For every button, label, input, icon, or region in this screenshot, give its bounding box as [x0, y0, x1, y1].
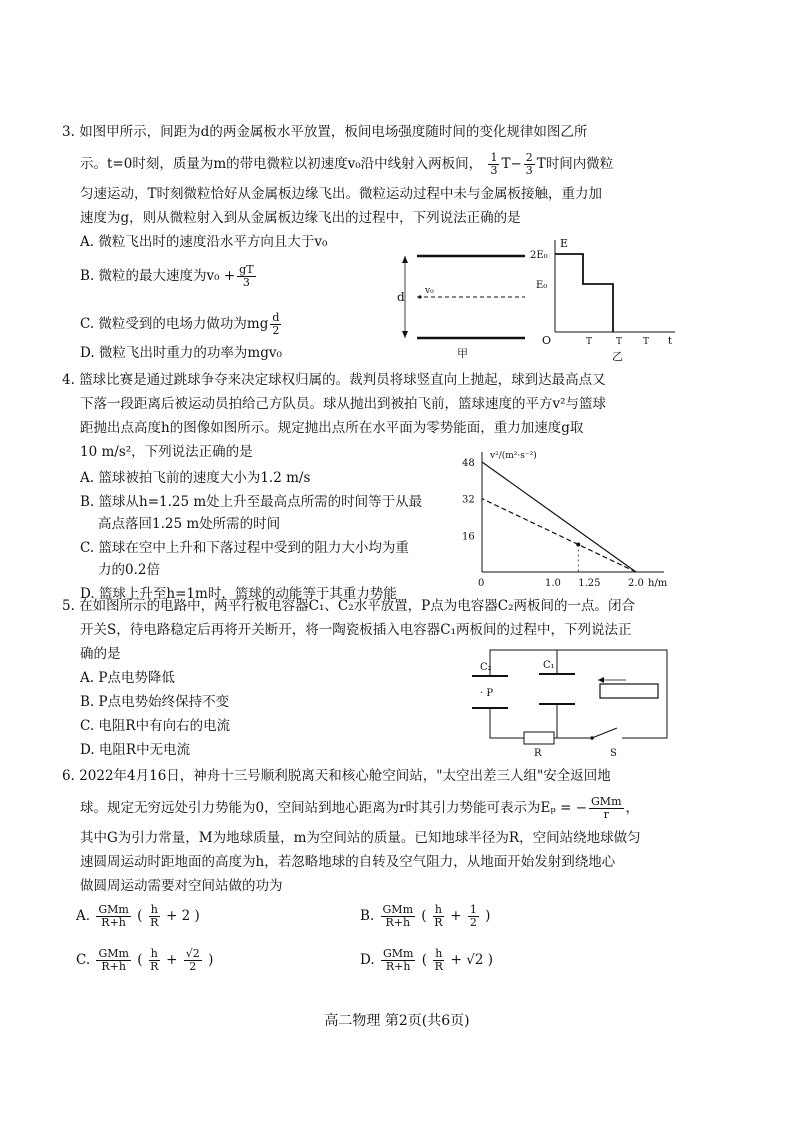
label-C1: C₁ — [543, 660, 555, 671]
q3-option-c: C. 微粒受到的电场力做功为mg $\frac{d}{2}$ — [80, 311, 280, 337]
q6-option-b: B. $\frac{\text{GMm}}{R+h}$ ( $\frac{h}{R}$ + $\frac{1}{2}$ ) — [360, 903, 491, 929]
y-axis-label: v²/(m²·s⁻²) — [490, 451, 537, 461]
q5-option-d: D. 电阻R中无电流 — [80, 742, 191, 758]
q5-option-c: C. 电阻R中有向右的电流 — [80, 718, 231, 734]
fraction: $\frac{\text{GMm}}{R+h}$ — [98, 947, 129, 973]
q5-line3: 确的是 — [80, 646, 121, 662]
t-label: t — [668, 336, 673, 347]
label-S: S — [610, 748, 617, 758]
q3-line2: 示。t=0时刻，质量为m的带电微粒以初速度v₀沿中线射入两板间， $\frac{1}{3}$ T− $\frac{2}{3}$ T时间内微粒 — [80, 151, 614, 177]
fraction: $\frac{h}{R}$ — [434, 903, 443, 929]
q4-option-c2: 力的0.2倍 — [98, 562, 160, 578]
arrow-head-up — [402, 256, 408, 263]
q5-option-a: A. P点电势降低 — [80, 670, 175, 686]
wire-bottom-left — [490, 728, 524, 738]
q4-option-c1: C. 篮球在空中上升和下落过程中受到的阻力大小均为重 — [80, 540, 409, 556]
tick-third-T: T — [586, 337, 593, 347]
descent-line — [482, 499, 636, 572]
label-C2: C₂ — [480, 662, 492, 673]
E-label: E — [560, 237, 569, 250]
x-tick-label: 1.0 — [545, 578, 561, 588]
q3-option-a: A. 微粒飞出时的速度沿水平方向且大于v₀ — [80, 234, 328, 250]
2E0-label: 2E₀ — [530, 250, 548, 261]
d-label: d — [397, 290, 405, 304]
fraction: $\frac{2}{3}$ — [525, 151, 533, 177]
label-P: · P — [480, 688, 494, 699]
wire-top-right — [490, 650, 667, 738]
E-curve — [555, 254, 613, 332]
v2-h-chart — [452, 448, 674, 588]
caption-jia: 甲 — [457, 347, 468, 360]
tick-twothird-T: T — [616, 337, 623, 347]
ascent-line — [482, 462, 636, 572]
fraction: $\frac{\text{GMm}}{R+h}$ — [98, 903, 129, 929]
x-axis-label: h/m — [648, 578, 668, 588]
fraction: $\frac{\text{GMm}}{r}$ — [591, 795, 622, 821]
fraction: $\frac{1}{2}$ — [469, 903, 477, 929]
resistor-R — [524, 732, 554, 744]
fraction: $\frac{\text{GMm}}{R+h}$ — [382, 947, 414, 973]
q3-line1: 3. 如图甲所示，间距为d的两金属板水平放置，板间电场强度随时间的变化规律如图乙所 — [62, 124, 588, 140]
q4-line3: 距抛出点高度h的图像如图所示。规定抛出点所在水平面为零势能面，重力加速度g取 — [80, 420, 584, 436]
x-tick-label: 0 — [478, 578, 485, 588]
v0-label: v₀ — [425, 286, 434, 296]
x-tick-label: 2.0 — [628, 578, 644, 588]
q6-option-c: C. $\frac{\text{GMm}}{R+h}$ ( $\frac{h}{R}$ + $\frac{√2}{2}$ ) — [76, 947, 214, 973]
particle — [418, 295, 421, 298]
point-1-25 — [576, 543, 580, 547]
page-footer: 高二物理 第2页(共6页) — [324, 1013, 470, 1029]
y-tick-label: 48 — [462, 458, 475, 469]
tick-T: T — [643, 337, 650, 347]
q4-line4: 10 m/s²，下列说法正确的是 — [80, 444, 253, 460]
insert-arrow-head — [598, 677, 604, 683]
q5-line2: 开关S，待电路稳定后再将开关断开，将一陶瓷板插入电容器C₁两板间的过程中，下列说法正 — [80, 622, 632, 638]
q6-line5: 做圆周运动需要对空间站做的功为 — [80, 878, 283, 894]
q3-line3: 匀速运动，T时刻微粒恰好从金属板边缘飞出。微粒运动过程中未与金属板接触，重力加 — [80, 186, 603, 202]
figure-jia-plates — [395, 242, 530, 364]
q4-line1: 4. 篮球比赛是通过跳球争夺来决定球权归属的。裁判员将球竖直向上抛起，球到达最高点又 — [62, 372, 606, 388]
E0-label: E₀ — [536, 280, 548, 291]
q5-line1: 5. 在如图所示的电路中，两平行板电容器C₁、C₂水平放置，P点为电容器C₂两板间的一点。闭合 — [62, 598, 635, 614]
fraction: $\frac{h}{R}$ — [434, 947, 443, 973]
fraction: $\frac{h}{R}$ — [150, 947, 159, 973]
x-tick-label: 1.25 — [578, 578, 601, 588]
q4-option-d: D. 篮球上升至h=1m时，篮球的动能等于其重力势能 — [80, 586, 397, 602]
fraction: $\frac{\text{GMm}}{R+h}$ — [382, 903, 413, 929]
q6-line2: 球。规定无穷远处引力势能为0，空间站到地心距离为r时其引力势能可表示为Eₚ = − $\frac{\text{GMm}}{r}$ ， — [80, 795, 639, 821]
q6-line3: 其中G为引力常量，M为地球质量，m为空间站的质量。已知地球半径为R，空间站绕地球做匀 — [80, 830, 641, 846]
figure-yi-field-graph — [530, 236, 680, 364]
q6-line1: 6. 2022年4月16日，神舟十三号顺利脱离天和核心舱空间站，"太空出差三人组"安全返回地 — [62, 768, 611, 784]
q6-option-d: D. $\frac{\text{GMm}}{R+h}$ ( $\frac{h}{R}$ + √2 ) — [360, 947, 494, 973]
arrow-head-down — [402, 331, 408, 338]
fraction: $\frac{1}{3}$ — [490, 151, 498, 177]
ceramic-slab — [600, 684, 658, 698]
origin-label: O — [542, 334, 552, 347]
fraction: $\frac{h}{R}$ — [150, 903, 159, 929]
q4-line2: 下落一段距离后被运动员拍给己方队员。球从抛出到被拍飞前，篮球速度的平方v²与篮球 — [80, 396, 607, 412]
y-tick-label: 16 — [462, 531, 475, 543]
fraction: $\frac{d}{2}$ — [272, 311, 280, 337]
q4-option-b2: 高点落回1.25 m处所需的时间 — [98, 516, 281, 532]
q4-option-a: A. 篮球被拍飞前的速度大小为1.2 m/s — [80, 470, 311, 486]
q3-line4: 速度为g，则从微粒射入到从金属板边缘飞出的过程中，下列说法正确的是 — [80, 210, 521, 226]
label-R: R — [534, 748, 542, 758]
switch-S — [592, 728, 617, 738]
q4-option-b1: B. 篮球从h=1.25 m处上升至最高点所需的时间等于从最 — [80, 494, 423, 510]
q5-option-b: B. P点电势始终保持不变 — [80, 694, 230, 710]
q6-option-a: A. $\frac{\text{GMm}}{R+h}$ ( $\frac{h}{R}$ + 2 ) — [76, 903, 200, 929]
q6-line4: 速圆周运动时距地面的高度为h，若忽略地球的自转及空气阻力，从地面开始发射到绕地心 — [80, 854, 616, 870]
q3-option-b: B. 微粒的最大速度为v₀ + $\frac{gT}{3}$ — [80, 263, 254, 289]
caption-yi: 乙 — [612, 350, 623, 363]
y-tick-label: 32 — [462, 494, 475, 506]
fraction: $\frac{gT}{3}$ — [239, 263, 254, 289]
fraction: $\frac{√2}{2}$ — [185, 947, 200, 973]
circuit-diagram — [462, 646, 672, 758]
q3-option-d: D. 微粒飞出时重力的功率为mgv₀ — [80, 345, 282, 361]
